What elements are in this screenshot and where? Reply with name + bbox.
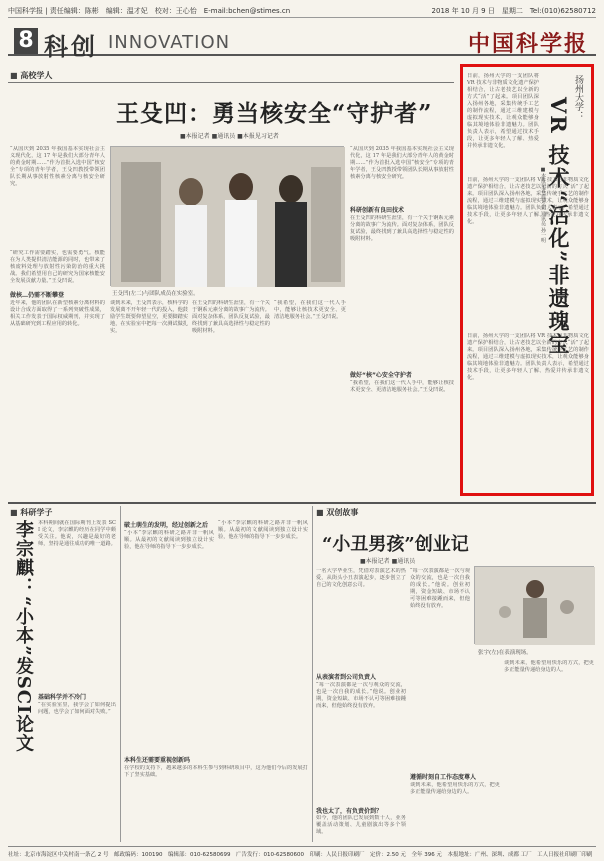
clown-performance-image — [475, 567, 595, 645]
mid-subhead-1: 破土萌生的发明，经过创新之后 — [124, 522, 209, 529]
story-subhead-1: 从表演者到公司负责人 — [316, 674, 377, 681]
lead-body-4: 谈到未来，王殳凹表示，核科学的发展离不开年轻一代的投入，他鼓励学生既要仰望星空，更要脚踏实地，在实验室中把每一次测试做扎实。 — [110, 300, 188, 334]
feature-subtitle: 扬州大学： — [573, 75, 583, 120]
story-tag: ■ 双创故事 — [316, 507, 358, 518]
column-divider — [120, 506, 121, 842]
lead-headline: 王殳凹：勇当核安全“守护者” — [116, 100, 433, 127]
story-body-1: 一名大学毕业生，凭借对表演艺术的热爱，从街头小丑表演起步，逐步创立了自己的文化创意公司。 — [316, 568, 406, 588]
date-info: 2018 年 10 月 9 日 星期二 Tel:(010)62580712 — [431, 7, 596, 15]
feature-byline: ■本报记者 温才妃 通讯员 孙一明 — [540, 167, 546, 243]
feature-title: VR 技术“活化”非遗瑰宝 — [546, 97, 571, 357]
mid-body-2: “小本”李宗麒的科研之路并非一帆风顺。从最初的文献阅读到独立设计实验，他在导师的指导下一步步成长。 — [218, 520, 308, 540]
newspaper-logo: 中国科学报 — [467, 31, 588, 57]
story-byline: ■本报记者 ■通讯员 — [360, 558, 416, 565]
section-title-en: INNOVATION — [108, 32, 231, 53]
lead-body-5: 在王殳凹的科研生涯里，有一个关于锕系元素分离的故事广为流传。面对复杂体系，团队反复试验，最终找到了兼具高选择性与稳定性的吸附材料。 — [192, 300, 270, 334]
lead-subhead-3: 做好“核”心安全守护者 — [350, 372, 412, 379]
lead-body-right-2: 在王殳凹的科研生涯里，有一个关于锕系元素分离的故事广为流传。面对复杂体系，团队反复试验，最终找到了兼具高选择性与稳定性的吸附材料。 — [350, 215, 454, 242]
story-photo — [474, 566, 594, 644]
feature-body-2: 日前，扬州大学的一支团队将 VR 技术与非物质文化遗产保护相结合，让古老技艺以全新的方式“活”了起来。项目团队深入扬州各地，采集传统手工艺的制作流程，通过三维建模与虚拟现实技术，让观众能够身临其境地体验非遗魅力。团队负责人表示，希望通过技术手段，让更多年轻人了解、热爱并传承非遗文化。 — [467, 177, 589, 225]
story-photo-caption: 张宇(左)在表演现场。 — [478, 650, 532, 656]
lead-byline: ■本报记者 ■通讯员 ■本报见习记者 — [180, 133, 279, 140]
lead-body-right-1: “从国庆到 2035 年我国基本实现社会主义现代化，这 17 年是我们大部分青年人的黄金时期……”作为首批入选中国“核安全”专项的青年学者，王殳凹教授带领团队长期从事放射性核素分离与核安全研究。 — [350, 146, 454, 180]
mid-body-1: “小本”李宗麒的科研之路并非一帆风顺。从最初的文献阅读到独立设计实验，他在导师的指导下一步步成长。 — [124, 530, 214, 550]
page-number: 8 — [14, 28, 38, 54]
story-body-5: 谈到未来，他希望用快乐的方式，把更多正能量传递给身边的人。 — [410, 782, 500, 795]
story-body-6: 谈到未来，他希望用快乐的方式，把更多正能量传递给身边的人。 — [504, 660, 594, 673]
lead-photo — [110, 146, 344, 286]
editor-info: 中国科学报 | 责任编辑：陈彬 编辑：温才妃 校对：王心怡 E-mail:bchen@stimes.cn — [8, 7, 291, 15]
section-title: 科创 — [44, 32, 98, 61]
story-body-3: 如今，他的团队已发展到数十人，业务覆盖活动策划、儿童剧演出等多个领域。 — [316, 815, 406, 835]
left-tag: ■ 科研学子 — [10, 507, 52, 518]
story-subhead-2: 我也太了，有负责价到？ — [316, 808, 383, 815]
left-vertical-title: 李宗麒：“小本”发SCI论文 — [13, 520, 34, 753]
lead-body-2: “研究工作需要踏实，也需要勇气。核能在为人类提供清洁能源的同时，也带来了核废料处理与放射性污染防治的重大挑战。我们希望用自己的研究为国家核能安全发展贡献力量。”王殳凹说。 — [10, 250, 105, 284]
lead-photo-caption: 王殳凹(左二)与团队成员在实验室。 — [112, 291, 199, 297]
feature-body-3: 日前，扬州大学的一支团队将 VR 技术与非物质文化遗产保护相结合，让古老技艺以全新的方式“活”了起来。项目团队深入扬州各地，采集传统手工艺的制作流程，通过三维建模与虚拟现实技术，让观众能够身临其境地体验非遗魅力。团队负责人表示，希望通过技术手段，让更多年轻人了解、热爱并传承非遗文化。 — [467, 333, 589, 381]
divider — [8, 82, 454, 83]
lead-body-1: “从国庆到 2035 年我国基本实现社会主义现代化，这 17 年是我们大部分青年人的黄金时期……”作为首批入选中国“核安全”专项的青年学者，王殳凹教授带领团队长期从事放射性核素分离与核安全研究。 — [10, 146, 105, 187]
lead-subhead-2: 科研创新有良田技术 — [350, 207, 405, 214]
story-body-2: “每一次表演都是一次与观众的交流，也是一次自我的成长。”他说。创业初期，资金短缺、市场不认可等困难接踵而来，但他始终没有放弃。 — [316, 682, 406, 709]
story-headline: “小丑男孩”创业记 — [322, 534, 469, 555]
lead-body-6: “我希望，在我们这一代人手中，能够让核技术更安全、更清洁地服务社会。”王殳凹说。 — [274, 300, 346, 320]
story-body-4: “每一次表演都是一次与观众的交流，也是一次自我的成长。”他说。创业初期，资金短缺、市场不认可等困难接踵而来，但他始终没有放弃。 — [410, 568, 470, 609]
left-body-1: 本科期间就在国际期刊上发表 SCI 论文，李宗麒的经历在同学中颇受关注。他说，兴趣是最好的老师，坚持是通往成功的唯一道路。 — [38, 520, 116, 547]
lead-tag: ■ 高校学人 — [10, 70, 52, 81]
section-divider — [8, 502, 596, 504]
feature-box — [460, 64, 594, 496]
masthead — [8, 22, 596, 61]
lab-scene-image — [111, 147, 345, 287]
top-info-line — [8, 4, 596, 18]
left-subhead: 基础科学并不冷门 — [38, 694, 87, 701]
lead-subhead-1: 做核…仍需不断攀登 — [10, 290, 105, 299]
lead-body-3: 近年来，他的团队在新型核素分离材料的设计合成方面取得了一系列突破性成果，相关工作发表于国际权威期刊，并实现了从基础研究到工程应用的转化。 — [10, 300, 105, 327]
feature-body-1: 日前，扬州大学的一支团队将 VR 技术与非物质文化遗产保护相结合，让古老技艺以全新的方式“活”了起来。项目团队深入扬州各地，采集传统手工艺的制作流程，通过三维建模与虚拟现实技术，让观众能够身临其境地体验非遗魅力。团队负责人表示，希望通过技术手段，让更多年轻人了解、热爱并传承非遗文化。 — [467, 73, 539, 149]
lead-body-right-3: “我希望，在我们这一代人手中，能够让核技术更安全、更清洁地服务社会。”王殳凹说。 — [350, 380, 454, 393]
story-subhead-3: 遵循时刻自工作态度尊人 — [410, 774, 477, 781]
mid-subhead-2: 本科生还需要重视创新吗 — [124, 757, 191, 764]
mid-body-3: 在学校的支持下，越来越多的本科生参与到科研项目中，这为他们今后的发展打下了坚实基础。 — [124, 765, 308, 778]
column-divider-2 — [312, 506, 313, 842]
left-body-2: “在实验室里，我学会了如何提出问题，也学会了如何面对失败。” — [38, 702, 116, 715]
footer: 社址：北京市海淀区中关村南一条乙 2 号 邮政编码：100190 编辑部：010-62580699 广告发行：010-62580600 印刷：人民日报印刷厂 定价：2.50 元 全年 396 元 本报地址：广州、深圳、成都 工厂 工人日报社印刷厂印刷 — [8, 846, 596, 858]
